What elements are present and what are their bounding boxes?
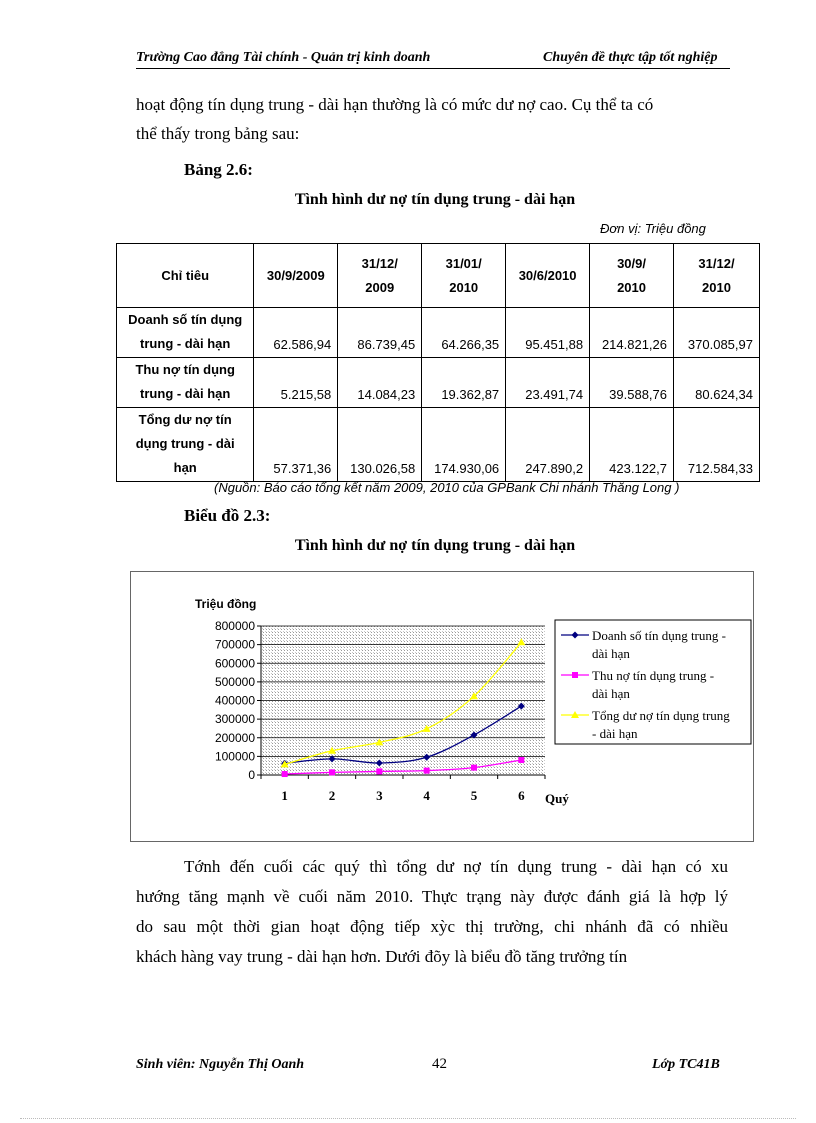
y-tick-label: 400000 (214, 693, 255, 708)
table-cell: 423.122,7 (590, 408, 674, 482)
series-thu-no-point (282, 771, 288, 777)
header-cell-line: 2010 (449, 279, 479, 295)
series-thu-no-point (329, 769, 335, 775)
table-cell: 86.739,45 (338, 308, 422, 358)
header-cell: Chỉ tiêu (117, 244, 254, 308)
table-cell: 64.266,35 (422, 308, 506, 358)
legend-label: - dài hạn (592, 726, 638, 741)
x-tick-label: 4 (423, 788, 430, 803)
header-cell: 30/9/2009 (254, 244, 338, 308)
header-right: Chuyên đề thực tập tốt nghiệp (543, 50, 718, 65)
header-left: Trường Cao đẳng Tài chính - Quản trị kinh doanh (136, 50, 431, 65)
header-cell-line: 2010 (702, 279, 731, 295)
table-row (117, 308, 760, 358)
intro-paragraph (136, 90, 736, 148)
header-cell-line: 2009 (365, 279, 395, 295)
header-cell (338, 244, 422, 308)
table-title: Tình hình dư nợ tín dụng trung - dài hạn (294, 191, 576, 208)
footer-class: Lớp TC41B (652, 1057, 720, 1072)
table-cell: 130.026,58 (338, 408, 422, 482)
table-row (117, 358, 760, 408)
header-cell-line: 2010 (617, 279, 646, 295)
row-label-line: dụng trung - dài (135, 436, 235, 451)
y-tick-label: 100000 (214, 749, 255, 764)
chart-title: Tình hình dư nợ tín dụng trung - dài hạn (294, 537, 576, 554)
legend-label: dài hạn (592, 686, 630, 701)
row-label-line: trung - dài hạn (140, 336, 231, 351)
row-label-line: trung - dài hạn (140, 386, 231, 401)
table-cell: 214.821,26 (590, 308, 674, 358)
table-source: (Nguồn: Báo cáo tổng kết năm 2009, 2010 của GPBank Chi nhánh Thăng Long ) (214, 480, 680, 495)
table-cell: 370.085,97 (674, 308, 760, 358)
table-cell: 62.586,94 (254, 308, 338, 358)
table-cell: 39.588,76 (590, 358, 674, 408)
page-bottom-rule (20, 1118, 796, 1119)
table-cell: 174.930,06 (422, 408, 506, 482)
row-label (117, 358, 254, 408)
closing-line-3: do sau một thời gian hoạt động tiếp xỳc thị trường, chi nhánh đã có nhiều (136, 917, 728, 936)
table-header-row (117, 244, 760, 308)
y-tick-label: 0 (248, 768, 255, 782)
x-tick-label: 5 (470, 788, 478, 803)
chart-label: Biểu đồ 2.3: (184, 506, 271, 525)
header-cell (674, 244, 760, 308)
row-label-line: Tổng dư nợ tín (138, 412, 232, 427)
header-cell-line: 30/9/ (617, 255, 646, 271)
row-label-line: hạn (173, 460, 197, 475)
table-cell: 712.584,33 (674, 408, 760, 482)
table-cell: 5.215,58 (254, 358, 338, 408)
legend-label: Tổng dư nợ tín dụng trung (592, 708, 730, 723)
row-label-line: Thu nợ tín dụng (135, 362, 235, 377)
closing-paragraph (136, 852, 728, 972)
table-cell: 19.362,87 (422, 358, 506, 408)
y-tick-label: 200000 (214, 730, 255, 745)
legend-label: Doanh số tín dụng trung - (592, 628, 726, 643)
table-cell: 57.371,36 (254, 408, 338, 482)
y-tick-label: 500000 (214, 674, 255, 689)
series-thu-no-legend-marker (572, 672, 578, 678)
header-cell: 30/6/2010 (506, 244, 590, 308)
table-unit: Đơn vị: Triệu đồng (600, 221, 706, 236)
y-axis-label: Triệu đồng (195, 597, 257, 611)
series-thu-no-point (471, 765, 477, 771)
x-tick-label: 1 (281, 788, 288, 803)
header-cell-line: 31/12/ (361, 255, 398, 271)
x-tick-label: 2 (328, 788, 336, 803)
y-tick-label: 300000 (214, 712, 255, 727)
y-tick-label: 800000 (214, 619, 255, 633)
header-cell-line: 31/12/ (698, 255, 735, 271)
series-thu-no-point (424, 768, 430, 774)
series-thu-no-point (376, 768, 382, 774)
row-label (117, 308, 254, 358)
table-cell: 247.890,2 (506, 408, 590, 482)
closing-line-4: khách hàng vay trung - dài hạn hơn. Dưới đõy là biểu đồ tăng trưởng tín (136, 947, 628, 966)
table-cell: 14.084,23 (338, 358, 422, 408)
header-cell (590, 244, 674, 308)
header-cell-line: 31/01/ (445, 255, 482, 271)
data-table (116, 243, 760, 482)
footer-student: Sinh viên: Nguyễn Thị Oanh (136, 1057, 305, 1072)
legend-label: Thu nợ tín dụng trung - (592, 668, 715, 683)
x-tick-label: 3 (376, 788, 383, 803)
page-number: 42 (432, 1056, 447, 1072)
series-thu-no-point (518, 757, 524, 763)
table-cell: 95.451,88 (506, 308, 590, 358)
table-label: Bảng 2.6: (184, 160, 253, 179)
legend-label: dài hạn (592, 646, 630, 661)
y-tick-label: 600000 (214, 656, 255, 671)
closing-line-2: hướng tăng mạnh về cuối năm 2010. Thực trạng này được đánh giá là hợp lý (136, 887, 728, 906)
x-axis-label: Quý (545, 791, 569, 806)
header-cell (422, 244, 506, 308)
closing-line-1: Tớnh đến cuối các quý thì tổng dư nợ tín dụng trung - dài hạn có xu (184, 857, 728, 876)
header-rule (136, 68, 730, 69)
table-cell: 80.624,34 (674, 358, 760, 408)
intro-line-1: hoạt động tín dụng trung - dài hạn thường là có mức dư nợ cao. Cụ thể ta có (136, 95, 654, 114)
x-tick-label: 6 (518, 788, 525, 803)
line-chart (131, 572, 753, 841)
row-label (117, 408, 254, 482)
intro-line-2: thể thấy trong bảng sau: (136, 124, 300, 143)
table-row (117, 408, 760, 482)
table-cell: 23.491,74 (506, 358, 590, 408)
row-label-line: Doanh số tín dụng (128, 312, 243, 327)
chart-container (130, 571, 754, 842)
y-tick-label: 700000 (214, 637, 255, 652)
